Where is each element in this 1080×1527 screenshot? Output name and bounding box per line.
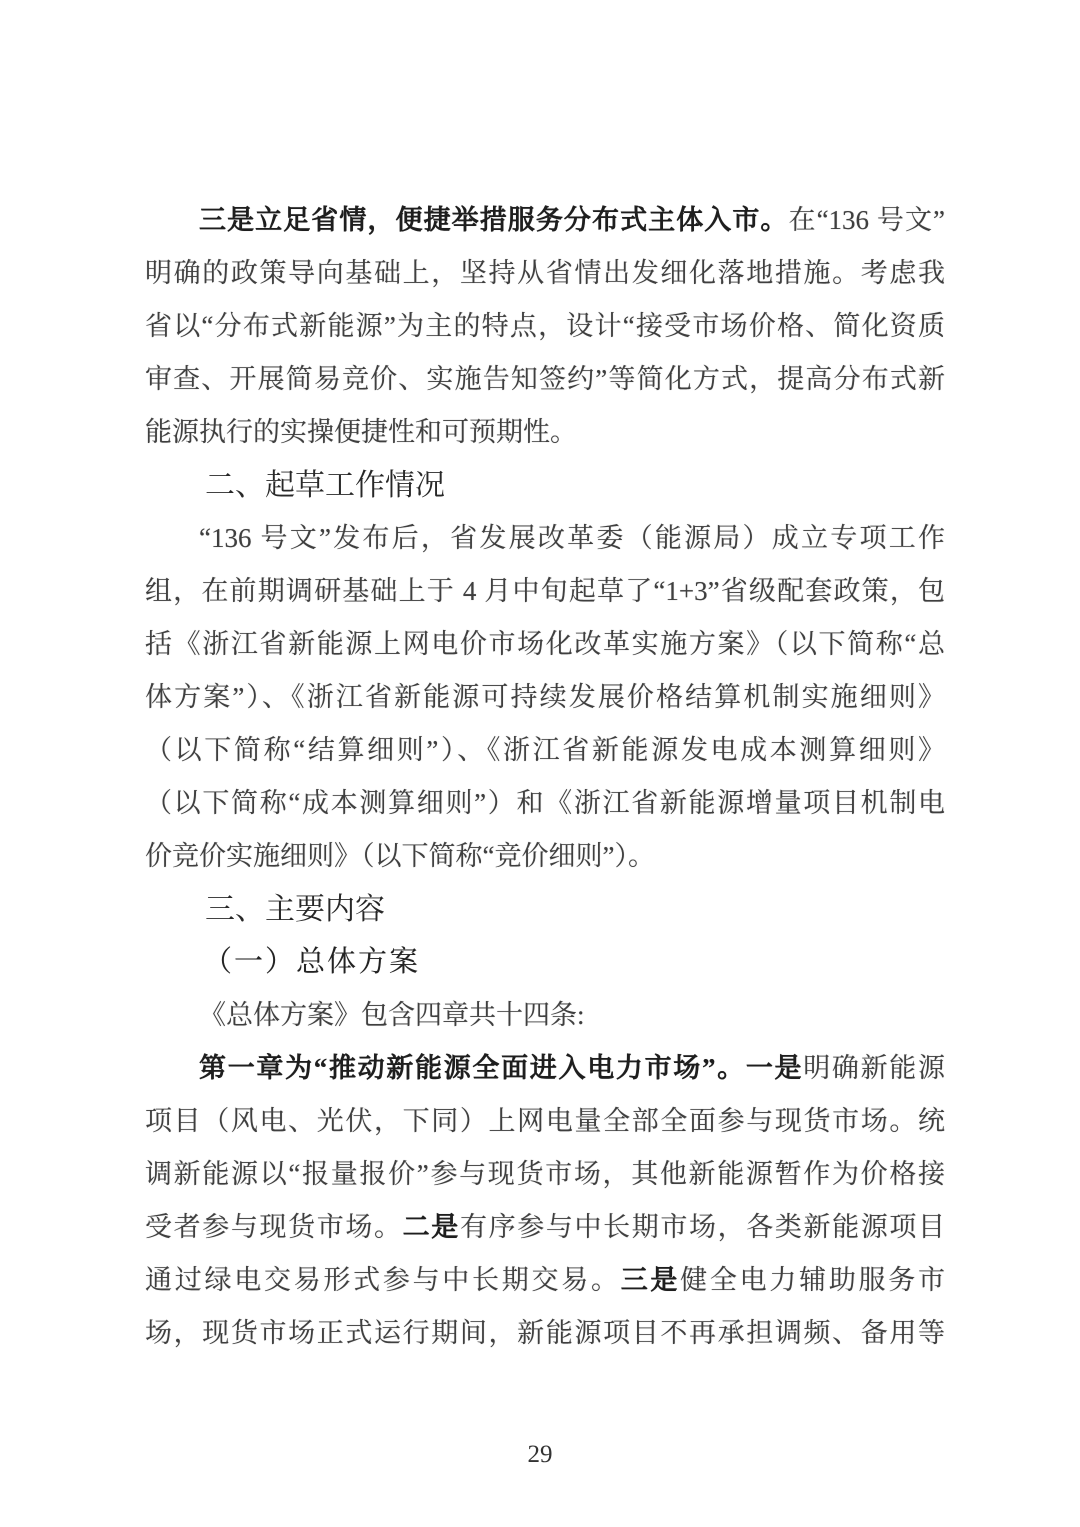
text-line xyxy=(145,406,945,459)
body-text: 体方案”）、《浙江省新能源可持续发展价格结算机制实施细则》 xyxy=(145,682,945,712)
text-line xyxy=(145,1254,945,1307)
body-text: 省以“分布式新能源”为主的特点，设计“接受市场价格、简化资质 xyxy=(145,311,945,341)
text-line xyxy=(145,1201,945,1254)
text-line xyxy=(145,512,945,565)
body-text: 组，在前期调研基础上于 4 月中旬起草了“1+3”省级配套政策，包 xyxy=(145,576,945,606)
document-body xyxy=(145,194,945,1360)
text-line xyxy=(145,724,945,777)
body-text: 审查、开展简易竞价、实施告知签约”等简化方式，提高分布式新 xyxy=(145,364,945,394)
body-text: 健全电力辅助服务市 xyxy=(680,1265,946,1295)
body-text: 能源执行的实操便捷性和可预期性。 xyxy=(145,417,577,447)
body-text: 《总体方案》包含四章共十四条: xyxy=(199,1000,585,1030)
body-text: 有序参与中长期市场，各类新能源项目 xyxy=(459,1212,946,1242)
body-text: 二、起草工作情况 xyxy=(205,469,445,502)
text-line xyxy=(145,194,945,247)
body-text: 明确的政策导向基础上，坚持从省情出发细化落地措施。考虑我 xyxy=(145,258,945,288)
body-text: 项目（风电、光伏，下同）上网电量全部全面参与现货市场。统 xyxy=(145,1106,945,1136)
body-text: 通过绿电交易形式参与中长期交易。 xyxy=(145,1265,621,1295)
text-line xyxy=(145,989,945,1042)
body-text: （以下简称“结算细则”）、《浙江省新能源发电成本测算细则》 xyxy=(145,735,945,765)
body-text: 括《浙江省新能源上网电价市场化改革实施方案》（以下简称“总 xyxy=(145,629,945,659)
emphasis-text: 三是 xyxy=(620,1265,681,1295)
text-line xyxy=(145,247,945,300)
text-line xyxy=(145,671,945,724)
section-heading xyxy=(145,883,945,936)
body-text: （一）总体方案 xyxy=(203,946,421,978)
page-number: 29 xyxy=(527,1441,553,1468)
section-heading xyxy=(145,459,945,512)
body-text: 受者参与现货市场。 xyxy=(145,1212,403,1242)
text-line xyxy=(145,1042,945,1095)
body-text: “136 号文”发布后，省发展改革委（能源局）成立专项工作 xyxy=(199,523,945,553)
body-text: 价竞价实施细则》（以下简称“竞价细则”）。 xyxy=(145,841,655,871)
text-line xyxy=(145,353,945,406)
emphasis-text: 二是 xyxy=(402,1212,460,1242)
body-text: 场，现货市场正式运行期间，新能源项目不再承担调频、备用等 xyxy=(145,1318,945,1348)
text-line xyxy=(145,565,945,618)
body-text: （以下简称“成本测算细则”）和《浙江省新能源增量项目机制电 xyxy=(145,788,945,818)
text-line xyxy=(145,300,945,353)
body-text: 明确新能源 xyxy=(803,1053,946,1083)
sub-heading xyxy=(145,936,945,989)
emphasis-text: 三是立足省情，便捷举措服务分布式主体入市。 xyxy=(199,205,789,235)
text-line xyxy=(145,1095,945,1148)
text-line xyxy=(145,618,945,671)
body-text: 三、主要内容 xyxy=(205,893,385,926)
body-text: 调新能源以“报量报价”参与现货市场，其他新能源暂作为价格接 xyxy=(145,1159,945,1189)
text-line xyxy=(145,830,945,883)
body-text: 在“136 号文” xyxy=(788,205,946,235)
text-line xyxy=(145,1148,945,1201)
emphasis-text: 第一章为“推动新能源全面进入电力市场”。一是 xyxy=(199,1053,804,1083)
text-line xyxy=(145,777,945,830)
text-line xyxy=(145,1307,945,1360)
